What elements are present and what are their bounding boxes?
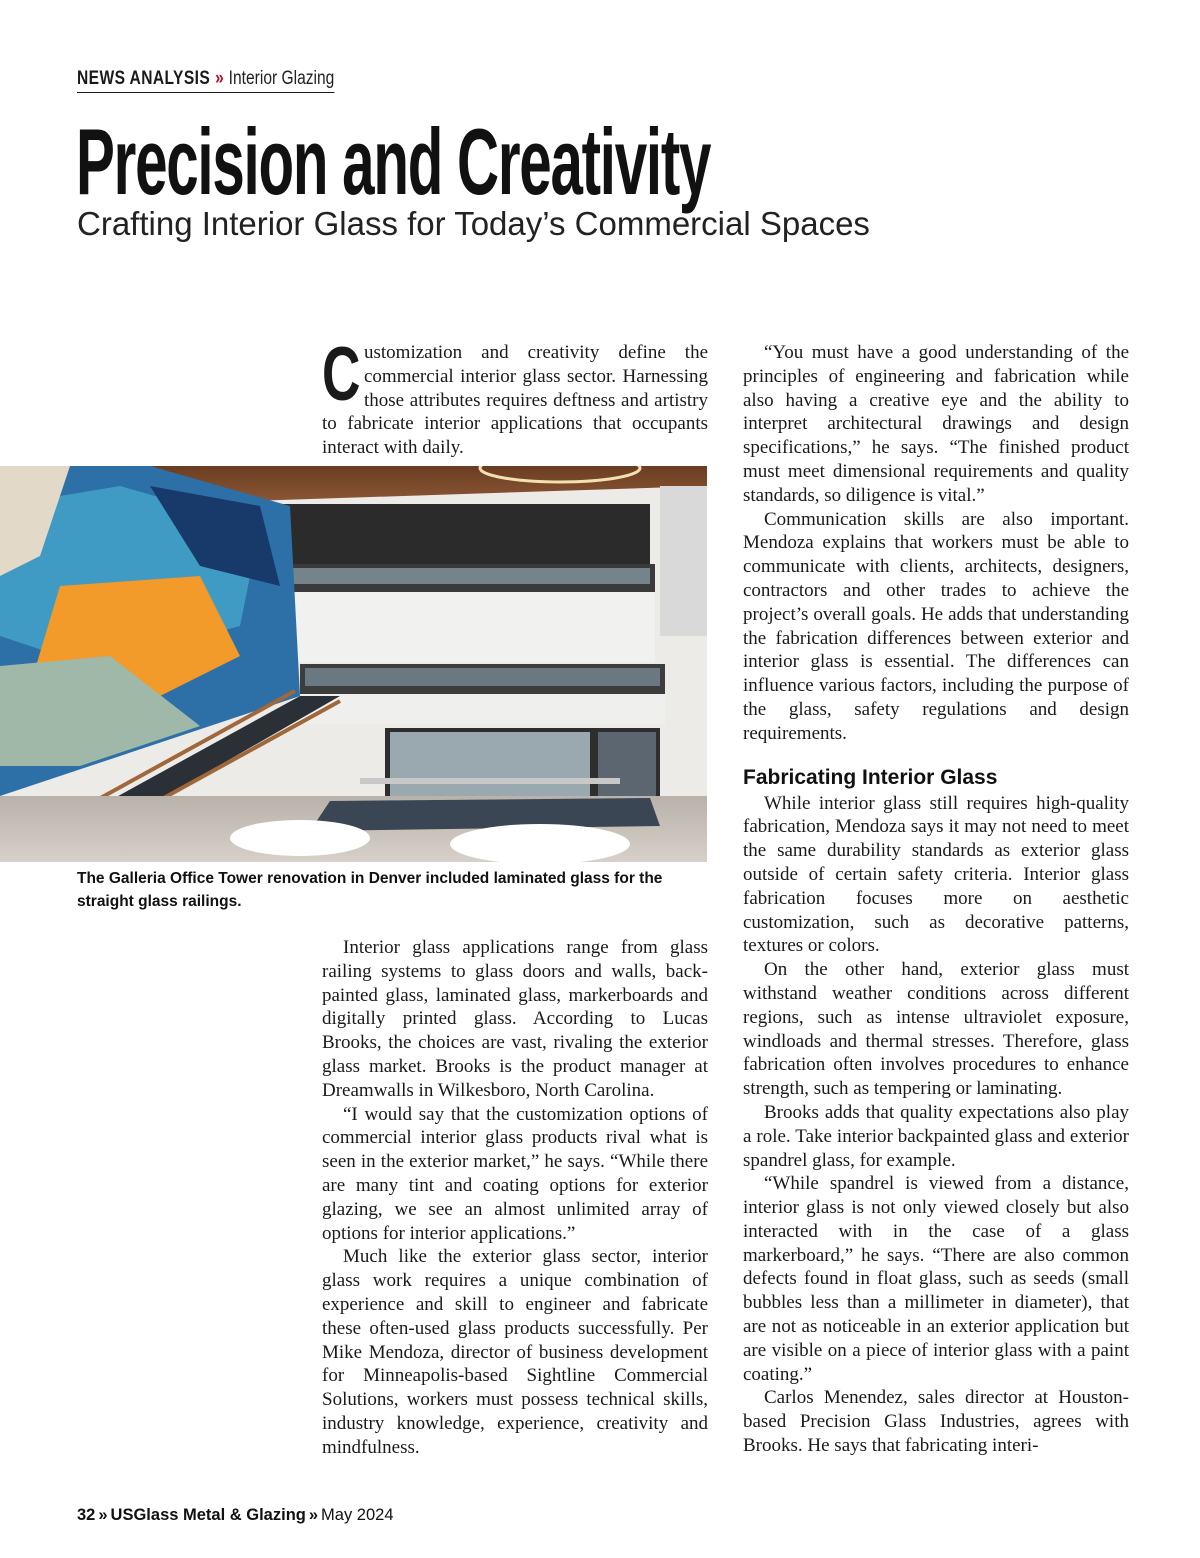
paragraph: While interior glass still requires high-quality fabrication, Mendoza says it may not need to meet the same durability standards as exterior glass outside of certain safety criteria. Interior glass fabrication focuses more on aesthetic customization, such as decorative patterns, textures or colors. [743,792,1129,957]
chevron-icon: » [308,1506,319,1524]
paragraph: “I would say that the customization options of commercial interior glass products rival what is seen in the exterior market,” he says. “While there are many tint and coating options for exterior glazing, we see an almost unlimited array of options for interior applications.” [322,1103,708,1244]
paragraph: Interior glass applications range from glass railing systems to glass doors and walls, backpainted glass, laminated glass, markerboards and digitally printed glass. According to Lucas Brooks, the choices are vast, rivaling the exterior glass market. Brooks is the product manager at Dreamwalls in Wilkesboro, North Carolina. [322,937,708,1101]
intro-paragraph [322,332,708,460]
headline: Precision and Creativity [76,109,711,214]
section-label: NEWS ANALYSIS [77,68,211,89]
page-number: 32 [77,1506,96,1524]
section-kicker [77,68,334,93]
drop-cap: C [322,332,361,417]
publication-name: USGlass Metal & Glazing [110,1506,306,1524]
article-column-right [743,341,1129,1458]
paragraph: Communication skills are also important. Mendoza explains that workers must be able to communicate with clients, architects, designers, contractors and other trades to achieve the project’s overall goals. He adds that understanding the fabrication differences between exterior and interior glass is essential. The differences can influence various factors, including the purpose of the glass, safety regulations and design requirements. [743,508,1129,744]
chevron-icon: » [215,68,224,89]
atrium-photo-image [0,466,707,862]
paragraph: “You must have a good understanding of the principles of engineering and fabrication while also having a creative eye and the ability to interpret architectural drawings and design specifications,” he says. “The finished product must meet dimensional requirements and quality standards, so diligence is vital.” [743,342,1129,506]
paragraph: On the other hand, exterior glass must withstand weather conditions across different regions, such as intense ultraviolet exposure, windloads and thermal stresses. Therefore, glass fabrication often involves procedures to enhance strength, such as tempering or laminating. [743,959,1129,1100]
article-column-middle [322,936,708,1460]
paragraph: Carlos Menendez, sales director at Houston-based Precision Glass Industries, agrees with Brooks. He says that fabricating interi- [743,1387,1129,1457]
subheadline: Crafting Interior Glass for Today’s Commercial Spaces [77,205,870,242]
paragraph: Much like the exterior glass sector, interior glass work requires a unique combination of experience and skill to engineer and fabricate these often-used glass products successfully. Per Mike Mendoza, director of business development for Minneapolis-based Sightline Commercial Solutions, workers must possess technical skills, industry knowledge, experience, creativity and mindfulness. [322,1246,708,1458]
atrium-photo [0,466,707,862]
section-subheading: Fabricating Interior Glass [743,765,998,789]
chevron-icon: » [98,1506,108,1524]
photo-caption: The Galleria Office Tower renovation in Denver included laminated glass for the straight glass railings. [77,870,663,910]
paragraph: Brooks adds that quality expectations also play a role. Take interior backpainted glass and exterior spandrel glass, for example. [743,1101,1129,1171]
issue-date: May 2024 [321,1506,394,1524]
topic-label: Interior Glazing [228,68,335,89]
page-footer [77,1506,394,1525]
intro-text: ustomization and creativity define the commercial interior glass sector. Harnessing those attributes requires deftness and artistry to fabricate interior applications that occupants interact with daily. [322,342,708,459]
paragraph: “While spandrel is viewed from a distance, interior glass is not only viewed closely but also interacted with in the case of a glass markerboard,” he says. “There are also common defects found in float glass, such as seeds (small bubbles less than a millimeter in diameter), that are not as noticeable in an exterior application but are visible on a piece of interior glass with a paint coating.” [743,1173,1129,1385]
